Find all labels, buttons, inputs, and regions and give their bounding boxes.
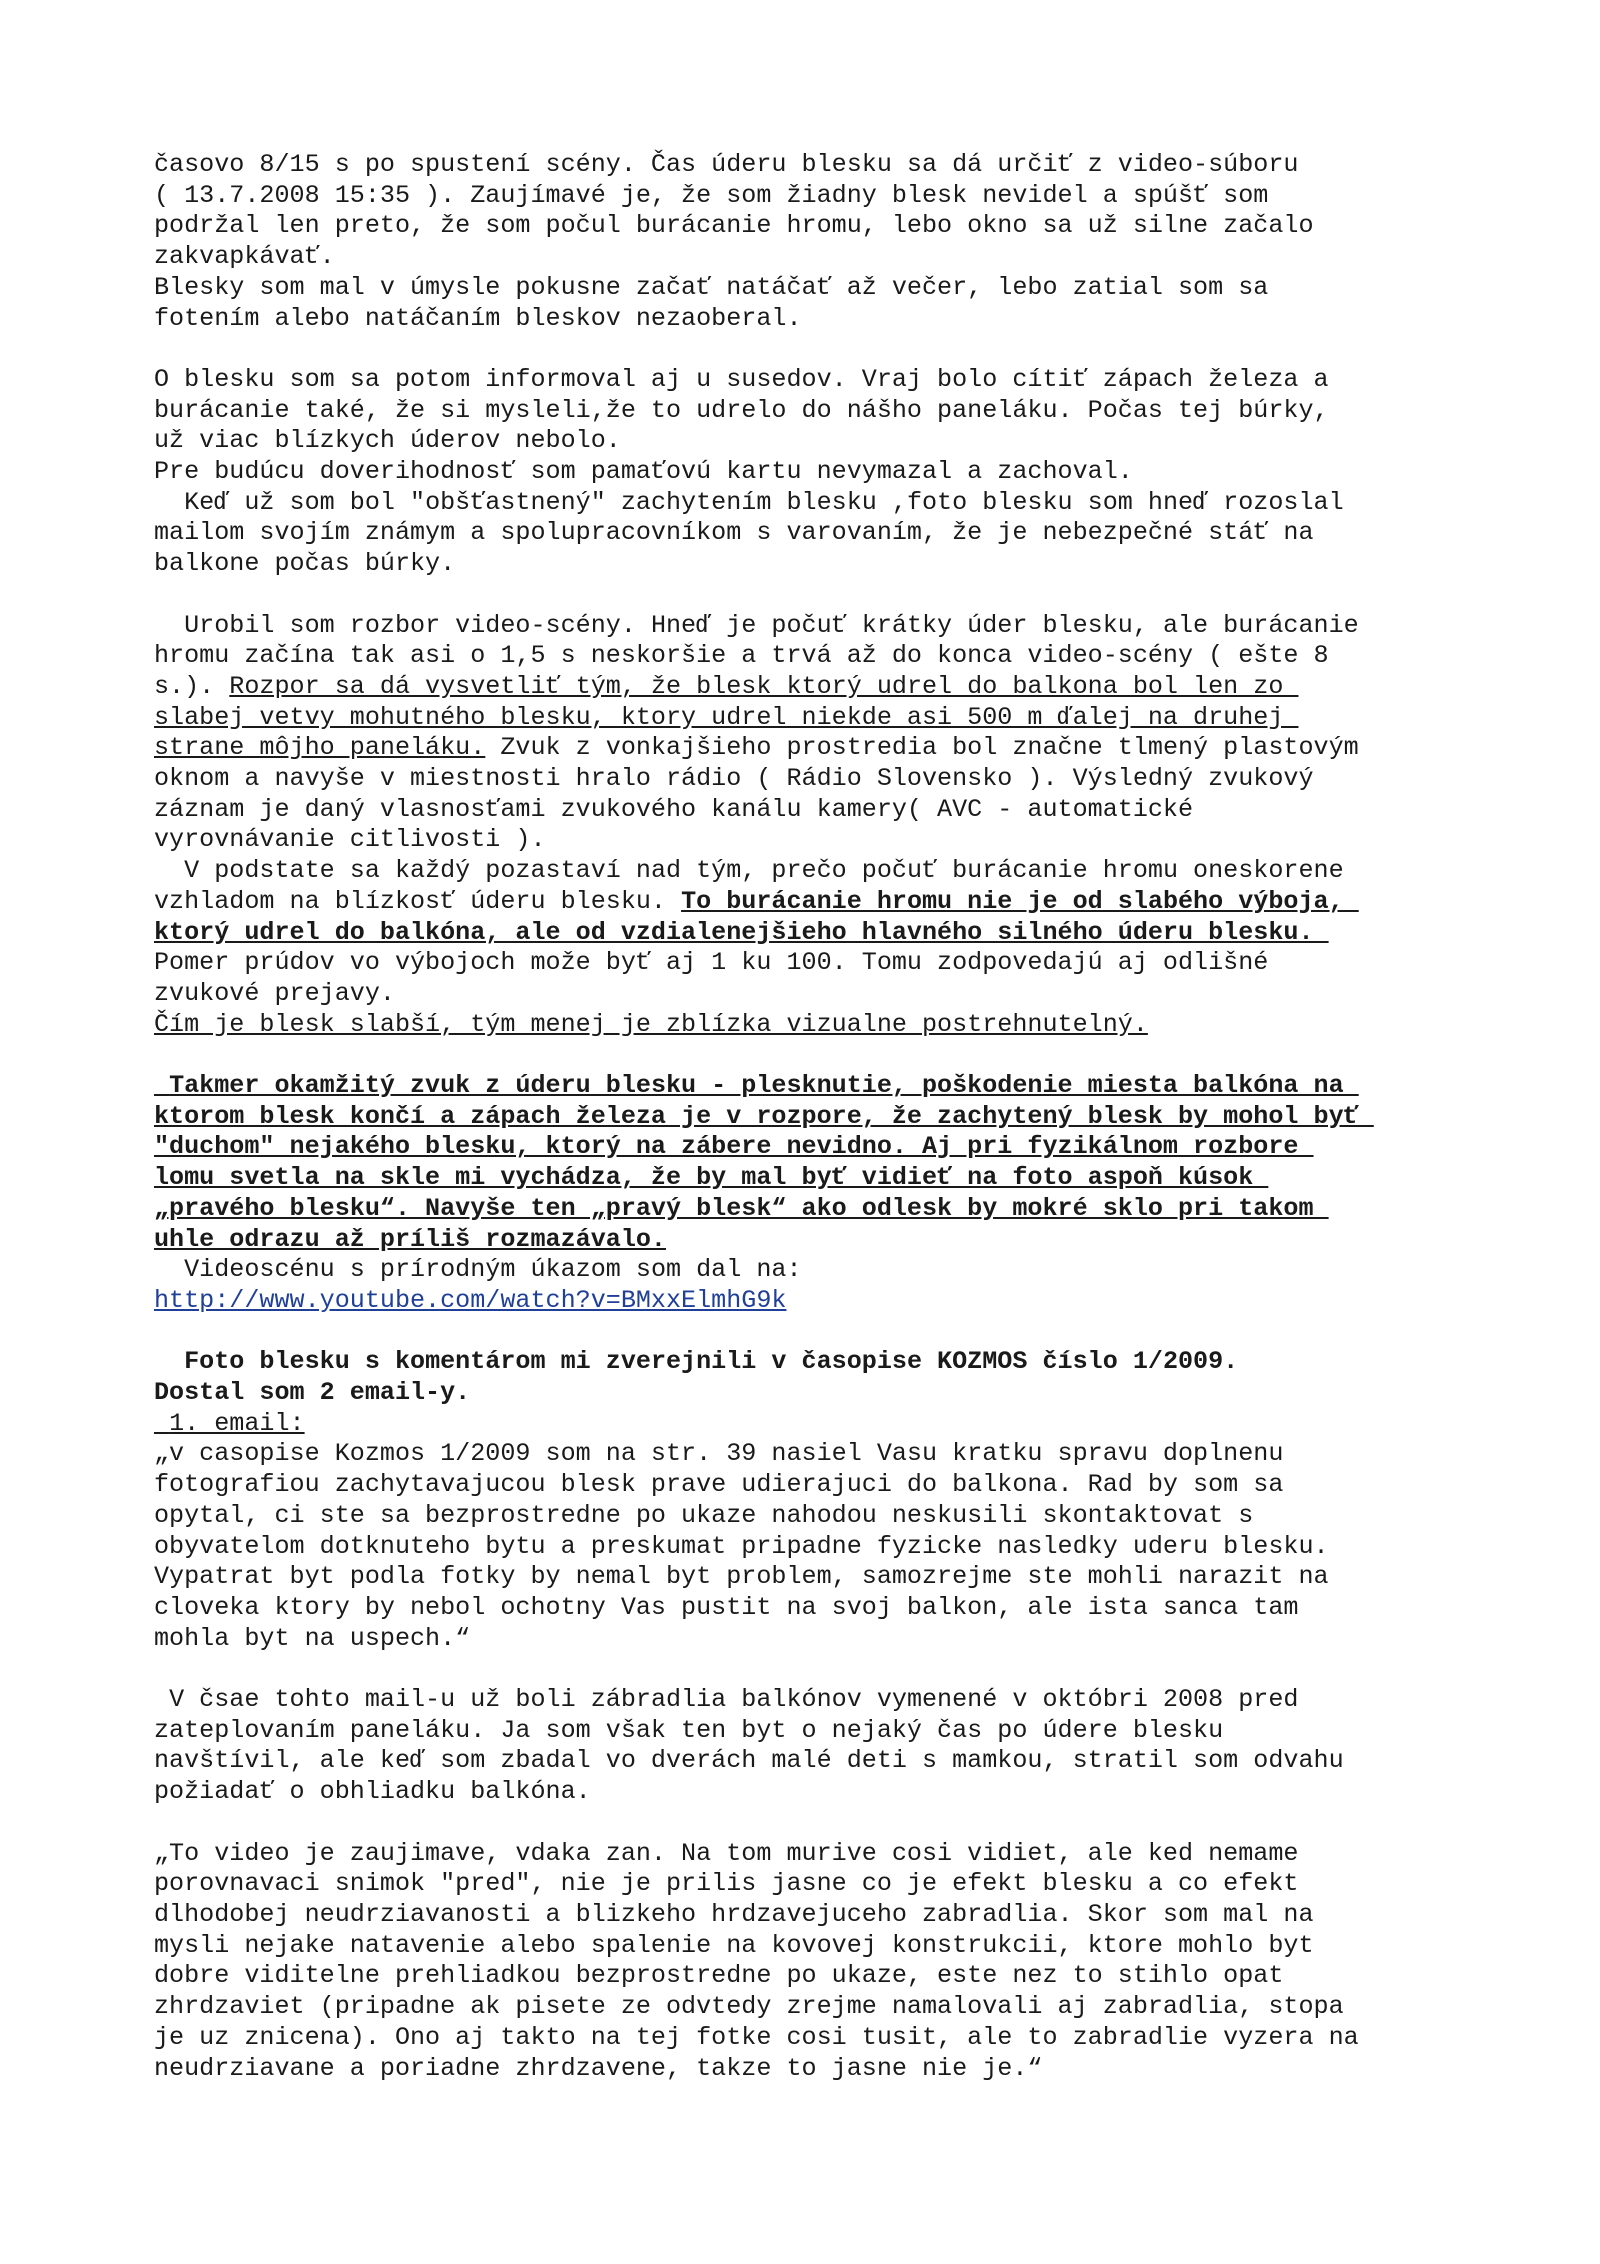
text-line	[154, 672, 1494, 703]
text-line	[154, 1286, 1494, 1317]
text-line	[154, 1010, 1494, 1041]
underlined-text: slabej vetvy mohutného blesku, ktory udrel niekde asi 500 m ďalej na druhej	[154, 702, 1299, 732]
text-line: fotografiou zachytavajucou blesk prave udierajuci do balkona. Rad by som sa	[154, 1470, 1284, 1500]
bold-underlined-text: "duchom" nejakého blesku, ktorý na zábere nevidno. Aj pri fyzikálnom rozbore	[154, 1132, 1314, 1162]
text-line: Blesky som mal v úmysle pokusne začať natáčať až večer, lebo zatial som sa	[154, 272, 1269, 302]
text-line: balkone počas búrky.	[154, 549, 456, 579]
text-line: Keď už som bol "obšťastnený" zachytením blesku ,foto blesku som hneď rozoslal	[154, 487, 1344, 517]
youtube-link[interactable]: http://www.youtube.com/watch?v=BMxxElmhG9k	[154, 1285, 787, 1315]
text-line: Pre budúcu doverihodnosť som pamaťovú kartu nevymazal a zachoval.	[154, 457, 1133, 487]
document-page	[154, 150, 1494, 2084]
text-line: „v casopise Kozmos 1/2009 som na str. 39 nasiel Vasu kratku spravu doplnenu	[154, 1439, 1284, 1469]
text-line: Pomer prúdov vo výbojoch može byť aj 1 ku 100. Tomu zodpovedajú aj odlišné	[154, 948, 1269, 978]
text-line	[154, 1163, 1494, 1194]
text-line: zateplovaním paneláku. Ja som však ten byt o nejaký čas po údere blesku	[154, 1715, 1224, 1745]
text-line: hromu začína tak asi o 1,5 s neskoršie a trvá až do konca video-scény ( ešte 8	[154, 641, 1329, 671]
text-line: záznam je daný vlasnosťami zvukového kanálu kamery( AVC - automatické	[154, 794, 1194, 824]
text-line: fotením alebo natáčaním bleskov nezaoberal.	[154, 303, 802, 333]
text-line: zakvapkávať.	[154, 242, 335, 272]
text-run: vzhladom na blízkosť úderu blesku.	[154, 886, 682, 916]
text-line: Foto blesku s komentárom mi zverejnili v časopise KOZMOS číslo 1/2009.	[154, 1347, 1239, 1377]
text-line: porovnavaci snimok "pred", nie je prilis jasne co je efekt blesku a co efekt	[154, 1869, 1299, 1899]
text-line: burácanie také, že si mysleli,že to udrelo do nášho paneláku. Počas tej búrky,	[154, 395, 1329, 425]
text-line	[154, 1194, 1494, 1225]
text-line: dobre viditelne prehliadkou bezprostredne po ukaze, este nez to stihlo opat	[154, 1961, 1284, 1991]
bold-underlined-text: ktorý udrel do balkóna, ale od vzdialenejšieho hlavného silného úderu blesku.	[154, 917, 1329, 947]
text-line: Dostal som 2 email-y.	[154, 1378, 471, 1408]
text-line: vyrovnávanie citlivosti ).	[154, 825, 546, 855]
bold-underlined-text: „pravého blesku“. Navyše ten „pravý blesk“ ako odlesk by mokré sklo pri takom	[154, 1193, 1329, 1223]
underlined-text: Čím je blesk slabší, tým menej je zblízka vizualne postrehnutelný.	[154, 1009, 1148, 1039]
text-line: obyvatelom dotknuteho bytu a preskumat pripadne fyzicke nasledky uderu blesku.	[154, 1531, 1329, 1561]
text-line	[154, 918, 1494, 949]
text-line: V čsae tohto mail-u už boli zábradlia balkónov vymenené v októbri 2008 pred	[154, 1685, 1299, 1715]
text-line: dlhodobej neudrziavanosti a blizkeho hrdzavejuceho zabradlia. Skor som mal na	[154, 1899, 1314, 1929]
text-line: cloveka ktory by nebol ochotny Vas pustit na svoj balkon, ale ista sanca tam	[154, 1592, 1299, 1622]
text-line: mohla byt na uspech.“	[154, 1623, 471, 1653]
bold-underlined-text: To burácanie hromu nie je od slabého výboja,	[681, 886, 1359, 916]
text-line	[154, 887, 1494, 918]
text-line	[154, 1225, 1494, 1256]
text-line: „To video je zaujimave, vdaka zan. Na tom murive cosi vidiet, ale ked nemame	[154, 1838, 1299, 1868]
text-line: Videoscénu s prírodným úkazom som dal na:	[154, 1255, 802, 1285]
text-line	[154, 703, 1494, 734]
text-line: časovo 8/15 s po spustení scény. Čas úderu blesku sa dá určiť z video-súboru	[154, 150, 1299, 179]
text-run: Zvuk z vonkajšieho prostredia bol značne tlmený plastovým	[485, 733, 1359, 763]
text-line: O blesku som sa potom informoval aj u susedov. Vraj bolo cítiť zápach železa a	[154, 364, 1329, 394]
text-line: V podstate sa každý pozastaví nad tým, prečo počuť burácanie hromu oneskorene	[154, 856, 1344, 886]
text-line: navštívil, ale keď som zbadal vo dverách malé deti s mamkou, stratil som odvahu	[154, 1746, 1344, 1776]
text-line	[154, 1409, 1494, 1440]
paragraph-gap	[154, 1317, 1494, 1348]
text-line: podržal len preto, že som počul burácanie hromu, lebo okno sa už silne začalo	[154, 211, 1314, 241]
text-line: už viac blízkych úderov nebolo.	[154, 426, 621, 456]
underlined-text: Rozpor sa dá vysvetliť tým, že blesk ktorý udrel do balkona bol len zo	[229, 671, 1299, 701]
text-line: zvukové prejavy.	[154, 978, 395, 1008]
text-line: neudrziavane a poriadne zhrdzavene, takze to jasne nie je.“	[154, 2053, 1043, 2083]
text-line: zhrdzaviet (pripadne ak pisete ze odvtedy zrejme namalovali aj zabradlia, stopa	[154, 1992, 1344, 2022]
paragraph-gap	[154, 1040, 1494, 1071]
text-line: mailom svojím známym a spolupracovníkom s varovaním, že je nebezpečné stáť na	[154, 518, 1314, 548]
paragraph-gap	[154, 580, 1494, 611]
paragraph-gap	[154, 1654, 1494, 1685]
paragraph-gap	[154, 1808, 1494, 1839]
text-line: mysli nejake natavenie alebo spalenie na kovovej konstrukcii, ktore mohlo byt	[154, 1930, 1314, 1960]
text-line	[154, 733, 1494, 764]
text-line	[154, 1132, 1494, 1163]
paragraph-gap	[154, 334, 1494, 365]
text-line	[154, 1071, 1494, 1102]
text-line: opytal, ci ste sa bezprostredne po ukaze nahodou neskusili skontaktovat s	[154, 1500, 1254, 1530]
bold-underlined-text: ktorom blesk končí a zápach železa je v rozpore, že zachytený blesk by mohol byť	[154, 1101, 1374, 1131]
underlined-text: strane môjho paneláku.	[154, 733, 486, 763]
text-line: Vypatrat byt podla fotky by nemal byt problem, samozrejme ste mohli narazit na	[154, 1562, 1329, 1592]
text-line	[154, 1102, 1494, 1133]
bold-underlined-text: lomu svetla na skle mi vychádza, že by mal byť vidieť na foto aspoň kúsok	[154, 1163, 1269, 1193]
bold-underlined-text: uhle odrazu až príliš rozmazávalo.	[154, 1224, 666, 1254]
underlined-text: 1. email:	[154, 1408, 305, 1438]
bold-underlined-text: Takmer okamžitý zvuk z úderu blesku - plesknutie, poškodenie miesta balkóna na	[154, 1071, 1359, 1101]
text-line: oknom a navyše v miestnosti hralo rádio ( Rádio Slovensko ). Výsledný zvukový	[154, 764, 1314, 794]
text-line: Urobil som rozbor video-scény. Hneď je počuť krátky úder blesku, ale burácanie	[154, 610, 1359, 640]
text-line: je uz znicena). Ono aj takto na tej fotke cosi tusit, ale to zabradlie vyzera na	[154, 2022, 1359, 2052]
text-line: ( 13.7.2008 15:35 ). Zaujímavé je, že som žiadny blesk nevidel a spúšť som	[154, 180, 1269, 210]
text-run: s.).	[154, 671, 230, 701]
text-line: požiadať o obhliadku balkóna.	[154, 1777, 591, 1807]
